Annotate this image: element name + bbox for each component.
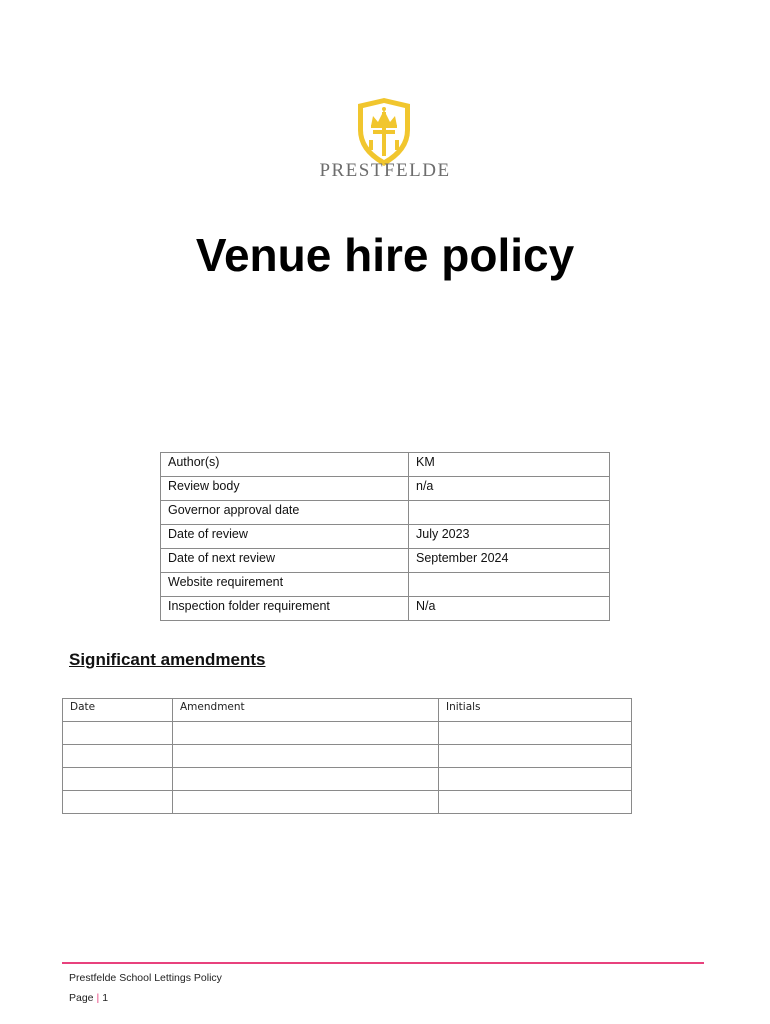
footer-divider [62, 962, 704, 964]
footer-document-title: Prestfelde School Lettings Policy [69, 972, 222, 984]
table-row [161, 453, 610, 477]
column-header-initials: Initials [439, 699, 632, 722]
amendments-heading: Significant amendments [69, 650, 266, 669]
table-row [63, 768, 632, 791]
school-name: PRESTFELDE [319, 160, 451, 181]
table-row [63, 745, 632, 768]
info-value: KM [409, 453, 610, 477]
column-header-amendment: Amendment [173, 699, 439, 722]
amend-initials-cell [439, 722, 632, 745]
table-row [161, 573, 610, 597]
info-label: Date of review [161, 525, 409, 549]
info-label: Author(s) [161, 453, 409, 477]
info-label: Website requirement [161, 573, 409, 597]
footer-page-number [69, 992, 108, 1004]
table-row [63, 791, 632, 814]
page-number: 1 [102, 992, 109, 1004]
info-value: n/a [409, 477, 610, 501]
page-label: Page [69, 992, 94, 1004]
amend-text-cell [173, 768, 439, 791]
info-value [409, 501, 610, 525]
table-row [161, 525, 610, 549]
info-label: Date of next review [161, 549, 409, 573]
table-row [161, 477, 610, 501]
page-separator: | [96, 992, 100, 1004]
info-value: September 2024 [409, 549, 610, 573]
amend-date-cell [63, 768, 173, 791]
policy-info-table [160, 452, 610, 621]
table-row [161, 501, 610, 525]
info-label: Inspection folder requirement [161, 597, 409, 621]
amend-text-cell [173, 745, 439, 768]
table-row [161, 597, 610, 621]
info-value: July 2023 [409, 525, 610, 549]
amend-initials-cell [439, 745, 632, 768]
amend-text-cell [173, 791, 439, 814]
info-label: Review body [161, 477, 409, 501]
amend-date-cell [63, 791, 173, 814]
amend-initials-cell [439, 768, 632, 791]
amend-text-cell [173, 722, 439, 745]
amend-date-cell [63, 722, 173, 745]
info-value [409, 573, 610, 597]
info-value: N/a [409, 597, 610, 621]
table-row [63, 722, 632, 745]
document-title: Venue hire policy [195, 229, 575, 281]
amend-initials-cell [439, 791, 632, 814]
table-header-row [63, 699, 632, 722]
info-label: Governor approval date [161, 501, 409, 525]
table-row [161, 549, 610, 573]
amend-date-cell [63, 745, 173, 768]
school-crest-logo [352, 96, 416, 168]
column-header-date: Date [63, 699, 173, 722]
amendments-table [62, 698, 632, 814]
